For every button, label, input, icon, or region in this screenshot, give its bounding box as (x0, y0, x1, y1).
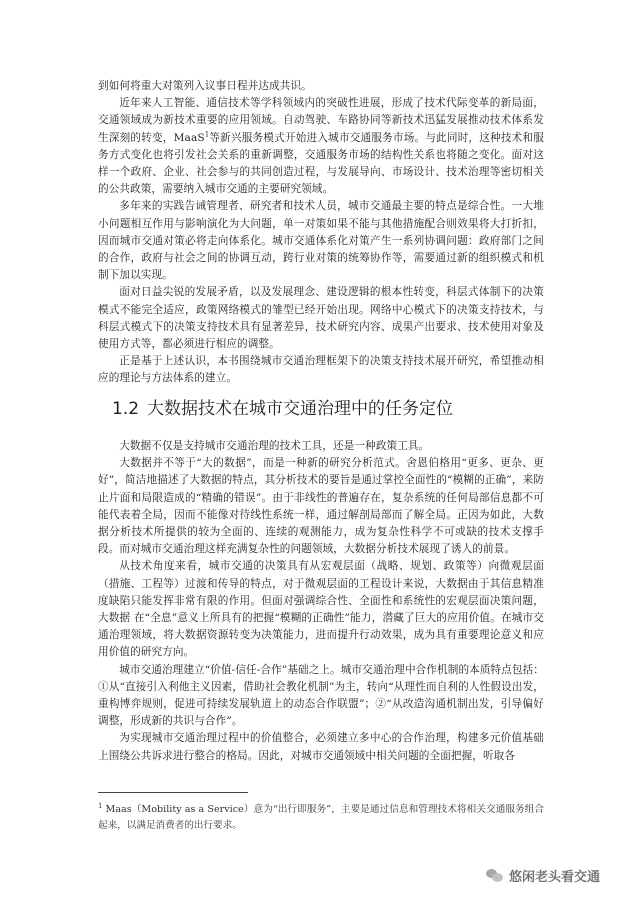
watermark-text: 悠闲老头看交通 (509, 870, 601, 885)
paragraph: 大数据并不等于“大的数据”，而是一种新的研究分析范式。舍恩伯格用“更多、更杂、更好”，简洁地描述了大数据的特点，其分析技术的要旨是通过掌控全面性的“模糊的正确”，来防止片面和局限造成的“精确的错误”。由于非线性的普遍存在，复杂系统的任何局部信息都不可能代表着全局，因而不能像对待线性系统一样，通过解剖局部而了解全局。正因为如此，大数据分析技术所提供的较为全面的、连续的观测能力，成为复杂性科学不可或缺的技术支撑手段。而对城市交通治理这样充满复杂性的问题领域，大数据分析技术展现了诱人的前景。 (98, 457, 544, 556)
section-heading (112, 398, 532, 420)
section-number: 1.2 (112, 399, 140, 419)
paragraph: 从技术角度来看，城市交通的决策具有从宏观层面（战略、规划、政策等）向微观层面（措施、工程等）过渡和传导的特点，对于微观层面的工程设计来说，大数据由于其信息精准度缺陷只能发挥非常有限的作用。但面对强调综合性、全面性和系统性的宏观层面决策问题，大数据 在“全息”意义上所具有的把握“模糊的正确性”能力，潜藏了巨大的应用价值。在城市交通治理领域，将大数据资源转变为决策能力，进而提升行动效果，成为具有重要理论意义和应用价值的研究方向。 (98, 560, 544, 659)
footnote-divider (98, 792, 248, 793)
paragraph: 城市交通治理建立“价值-信任-合作”基础之上。城市交通治理中合作机制的本质特点包括：①从“直接引入利他主义因素，借助社会教化机制”为主，转向“从理性而自利的人性假设出发，重构博弈规则，促进可持续发展轨道上的动态合作联盟”；②“从改造沟通机制出发，引导偏好调整，形成新的共识与合作”。 (98, 663, 544, 728)
paragraph: 正是基于上述认识，本书围绕城市交通治理框架下的决策支持技术展开研究，希望推动相应的理论与方法体系的建立。 (98, 355, 544, 385)
footnote (98, 798, 544, 834)
paragraph: 到如何将重大对策列入议事日程并达成共识。 (98, 80, 312, 92)
footnote-mark: 1 (98, 802, 103, 810)
top-body-text (98, 78, 544, 388)
bottom-body-text (98, 438, 544, 765)
paragraph: 大数据不仅是支持城市交通治理的技术工具，还是一种政策工具。 (119, 440, 430, 452)
paragraph: 多年来的实践告诫管理者、研究者和技术人员，城市交通最主要的特点是综合性。一大堆小问题相互作用与影响演化为大问题，单一对策如果不能与其他措施配合则效果将大打折扣，因而城市交通对策必将走向体系化。城市交通体系化对策产生一系列协调问题：政府部门之间的合作，政府与社会之间的协调互动，跨行业对策的统筹协作等，需要通过新的组织模式和机制下加以实现。 (98, 200, 544, 282)
paragraph: 为实现城市交通治理过程中的价值整合，必须建立多中心的合作治理，构建多元价值基础上围绕公共诉求进行整合的格局。因此，对城市交通领域中相关问题的全面把握，听取各 (98, 732, 544, 762)
paragraph-part: 近年来人工智能、通信技术等学科领域内的突破性进展，形成了技术代际变革的新局面，交通领域成为新技术重要的应用领域。自动驾驶、车路协同等新技术迅猛发展推动技术体系发生深刻的转变，MaaS (98, 97, 544, 144)
watermark (486, 866, 600, 885)
paragraph: 面对日益尖锐的发展矛盾，以及发展理念、建设逻辑的根本性转变，科层式体制下的决策模式不能完全适应，政策网络模式的雏型已经开始出现。网络中心模式下的决策支持技术，与科层式模式下的决策支持技术具有显著差异，技术研究内容、成果产出要求、技术使用对象及使用方式等，都必须进行相应的调整。 (98, 286, 544, 351)
wechat-icon (486, 869, 504, 883)
footnote-text: Maas（Mobility as a Service）意为“出行即服务”，主要是通过信息和管理技术将相关交通服务组合起来，以满足消费者的出行要求。 (98, 804, 544, 832)
footnote-reference[interactable]: 1 (204, 130, 210, 139)
paragraph-maas (98, 95, 544, 198)
section-title: 大数据技术在城市交通治理中的任务定位 (147, 399, 454, 419)
paragraph-part: 等新兴服务模式开始进入城市交通服务市场。与此同时，这种技术和服务方式变化也将引发社会关系的重新调整，交通服务市场的结构性关系也将随之变化。面对这样一个政府、企业、社会参与的共同创造过程，与发展导向、市场设计、技术治理等密切相关的公共政策，需要纳入城市交通的主要研究领域。 (98, 131, 544, 196)
